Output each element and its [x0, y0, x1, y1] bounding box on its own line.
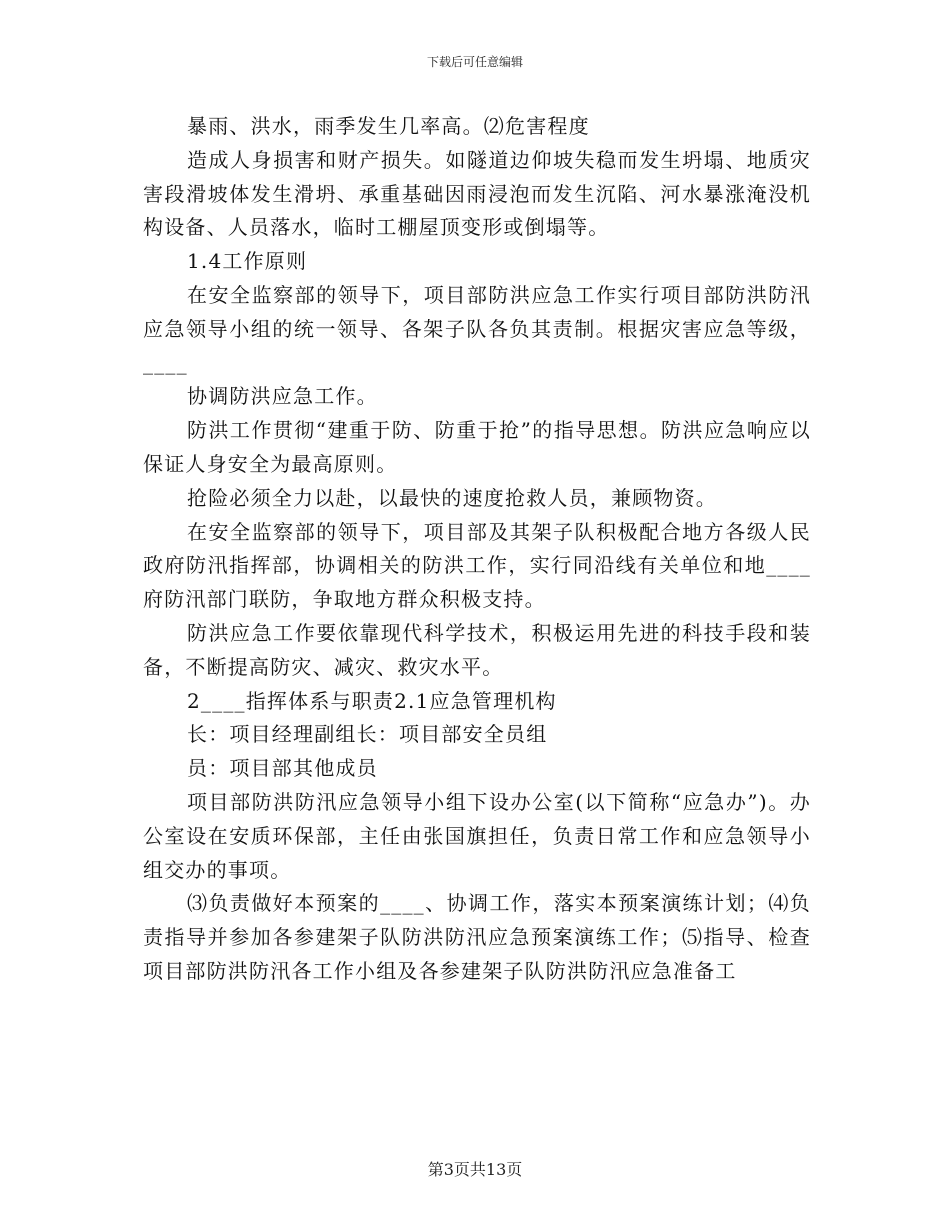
document-body [143, 110, 811, 989]
paragraph: ⑶负责做好本预案的____、协调工作，落实本预案演练计划；⑷负责指导并参加各参建架子队防洪防汛应急预案演练工作；⑸指导、检查项目部防洪防汛各工作小组及各参建架子队防洪防汛应急准备工 [143, 891, 811, 983]
paragraph: 员：项目部其他成员 [187, 756, 378, 781]
paragraph: 造成人身损害和财产损失。如隧道边仰坡失稳而发生坍塌、地质灾害段滑坡体发生滑坍、承重基础因雨浸泡而发生沉陷、河水暴涨淹没机构设备、人员落水，临时工棚屋顶变形或倒塌等。 [143, 147, 811, 240]
page-header: 下载后可任意编辑 [426, 55, 523, 69]
paragraph: 防洪应急工作要依靠现代科学技术，积极运用先进的科技手段和装备，不断提高防灾、减灾、救灾水平。 [143, 620, 811, 679]
paragraph: 项目部防洪防汛应急领导小组下设办公室(以下简称“应急办”)。办公室设在安质环保部，主任由张国旗担任，负责日常工作和应急领导小组交办的事项。 [143, 789, 811, 882]
paragraph: 在安全监察部的领导下，项目部防洪应急工作实行项目部防洪防汛应急领导小组的统一领导、各架子队各负其责制。根据灾害应急等级，____ [143, 282, 811, 375]
paragraph: 暴雨、洪水，雨季发生几率高。⑵危害程度 [187, 114, 590, 138]
paragraph: 长：项目经理副组长：项目部安全员组 [187, 722, 548, 747]
paragraph: 防洪工作贯彻“建重于防、防重于抢”的指导思想。防洪应急响应以保证人身安全为最高原则。 [143, 418, 811, 476]
section-heading: 1.4工作原则 [187, 249, 308, 274]
paragraph: 抢险必须全力以赴，以最快的速度抢救人员，兼顾物资。 [187, 485, 717, 510]
paragraph: 在安全监察部的领导下，项目部及其架子队积极配合地方各级人民政府防汛指挥部，协调相关的防洪工作，实行同沿线有关单位和地____府防汛部门联防，争取地方群众积极支持。 [143, 519, 811, 612]
page-footer: 第3页共13页 [427, 1160, 523, 1179]
section-heading: 2____指挥体系与职责2.1应急管理机构 [187, 688, 557, 713]
paragraph: 协调防洪应急工作。 [187, 384, 378, 409]
